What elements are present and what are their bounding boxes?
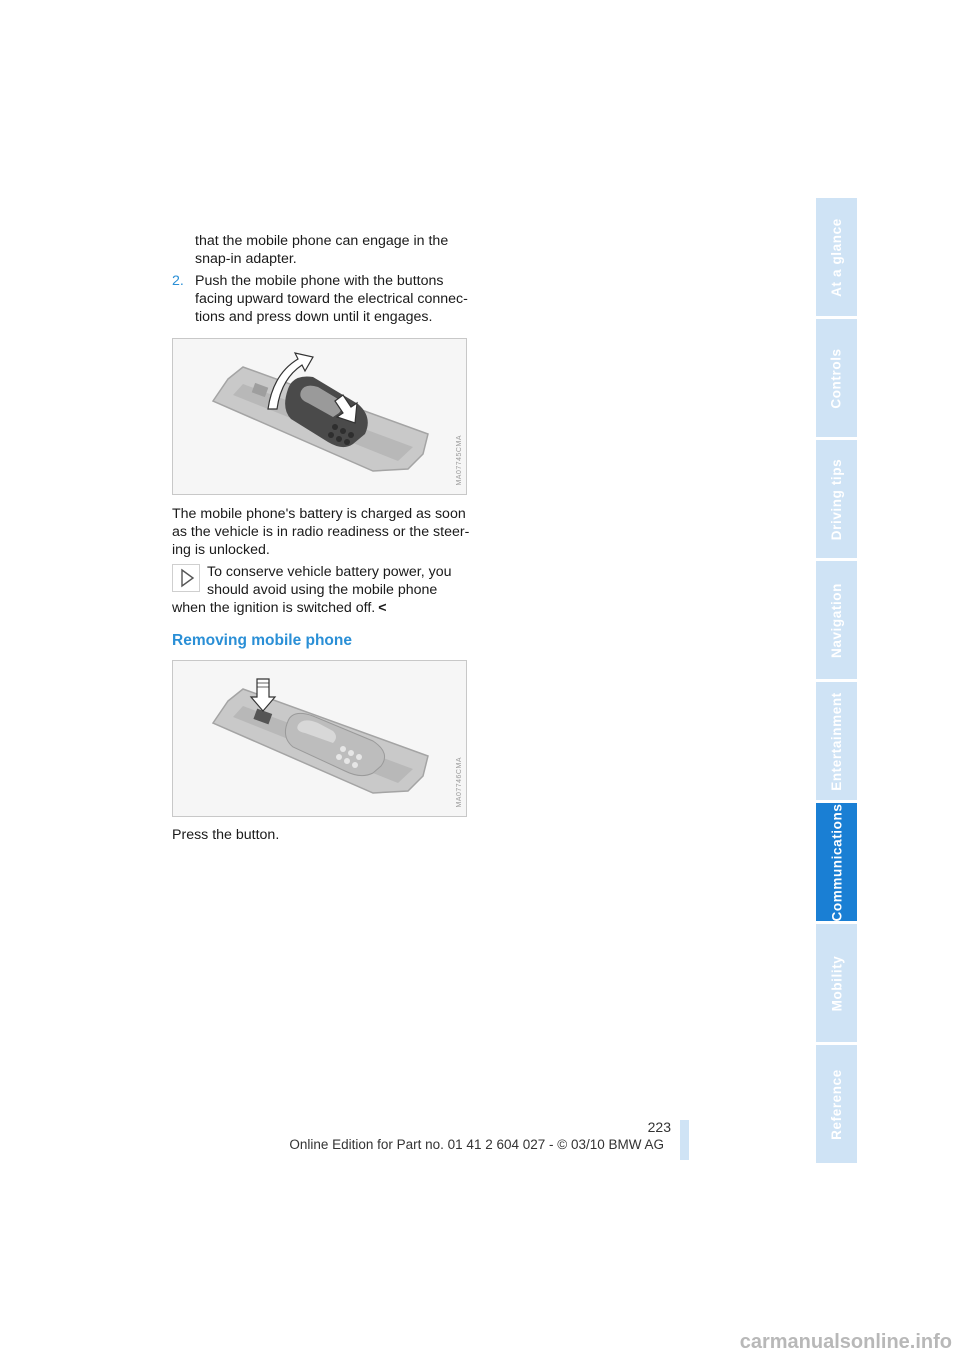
tab-communications[interactable] [816,803,857,921]
step2-line-2: facing upward toward the electrical connec- [195,291,468,307]
tab-label: Mobility [829,955,845,1011]
battery-line-2: as the vehicle is in radio readiness or the steer- [172,524,470,540]
tab-reference[interactable] [816,1045,857,1163]
battery-line-1: The mobile phone's battery is charged as soon [172,506,466,522]
tab-label: Communications [829,803,845,921]
chapter-tabs [816,198,857,1166]
tab-label: Driving tips [829,458,844,540]
page-number: 223 [647,1119,671,1135]
watermark: carmanualsonline.info [739,1331,952,1353]
tab-driving-tips[interactable] [816,440,857,558]
end-mark: < [378,600,387,616]
tab-label: Controls [829,347,845,409]
step2-line-3: tions and press down until it engages. [195,309,433,325]
triangle-icon [173,565,199,591]
intro-line-2: snap-in adapter. [195,251,297,267]
tab-label: Navigation [829,582,845,658]
battery-line-3: ing is unlocked. [172,542,270,558]
note-line-1: To conserve vehicle battery power, you [207,564,452,580]
tab-at-a-glance[interactable] [816,198,857,316]
tab-navigation[interactable] [816,561,857,679]
step2-line-1: Push the mobile phone with the buttons [195,273,444,289]
intro-line-1: that the mobile phone can engage in the [195,233,449,249]
tab-label: Entertainment [829,691,844,791]
tab-controls[interactable] [816,319,857,437]
edition-footer: Online Edition for Part no. 01 41 2 604 027 - © 03/10 BMW AG [289,1137,664,1152]
note-line-2: should avoid using the mobile phone [207,582,438,598]
figure-code: MA07745CMA [456,435,463,486]
figure-code: MA07746CMA [456,757,463,808]
tab-label: At a glance [829,217,844,297]
note-icon [172,564,200,592]
section-heading: Removing mobile phone [172,632,352,649]
tab-mobility[interactable] [816,924,857,1042]
press-text: Press the button. [172,827,280,843]
step-number: 2. [172,273,184,289]
figure-remove-phone [172,660,467,817]
tab-label: Reference [829,1068,844,1140]
remove-phone-illustration [173,661,466,816]
page-marker [680,1120,689,1160]
note-line-3: when the ignition is switched off. < [172,600,387,616]
insert-phone-illustration [173,339,466,494]
tab-entertainment[interactable] [816,682,857,800]
figure-insert-phone [172,338,467,495]
